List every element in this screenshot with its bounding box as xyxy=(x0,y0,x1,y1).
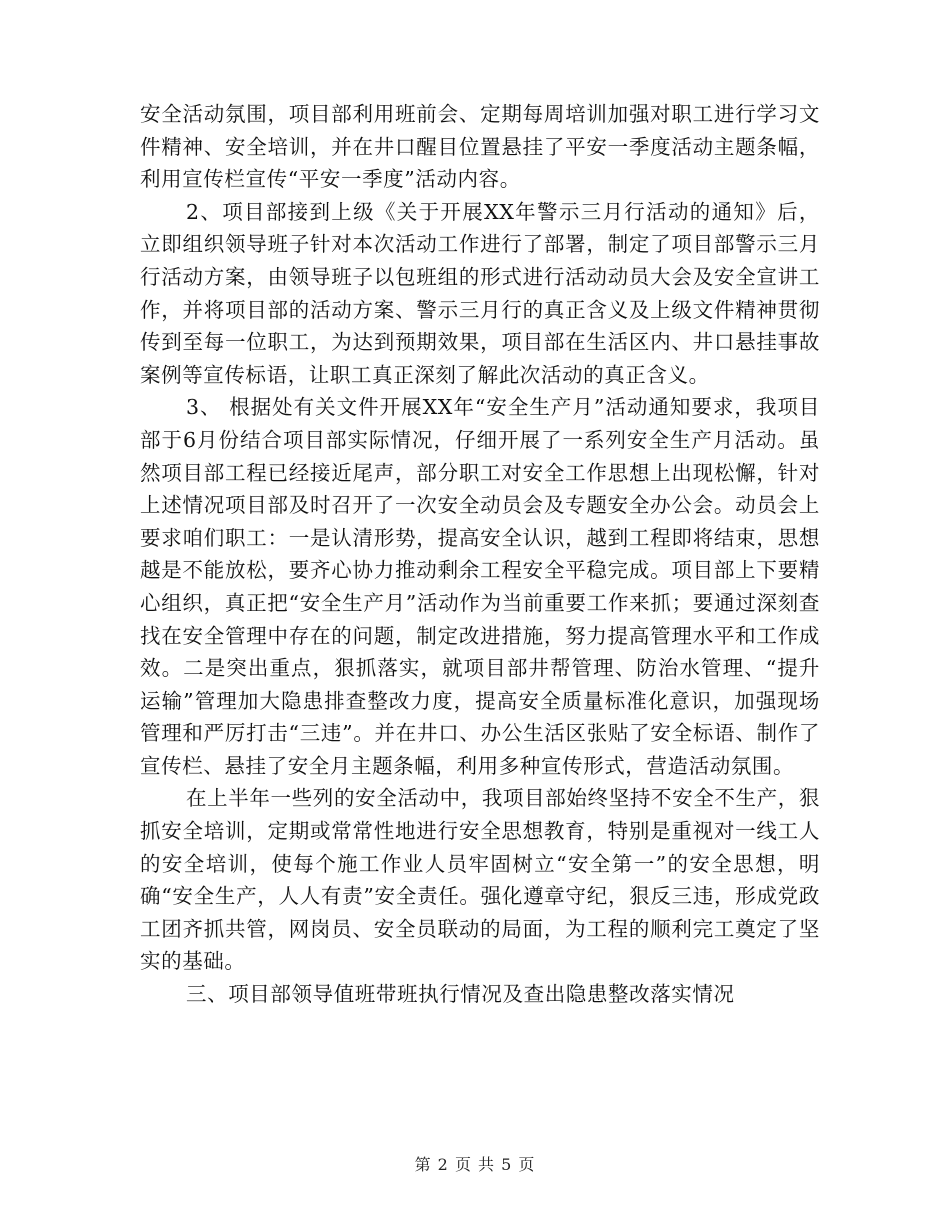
paragraph-item-2: 2、项目部接到上级《关于开展XX年警示三月行活动的通知》后，立即组织领导班子针对本次活动工作进行了部署，制定了项目部警示三月行活动方案，由领导班子以包班组的形式进行活动动员大会及安全宣讲工作，并将项目部的活动方案、警示三月行的真正含义及上级文件精神贯彻传到至每一位职工，为达到预期效果，项目部在生活区内、井口悬挂事故案例等宣传标语，让职工真正深刻了解此次活动的真正含义。 xyxy=(140,199,820,387)
page-number-footer xyxy=(0,1152,950,1175)
page-number-label: 第 2 页 共 5 页 xyxy=(414,1155,536,1174)
section-heading-3: 三、项目部领导值班带班执行情况及查出隐患整改落实情况 xyxy=(186,982,735,1007)
paragraph-summary: 在上半年一些列的安全活动中，我项目部始终坚持不安全不生产，狠抓安全培训，定期或常常性地进行安全思想教育，特别是重视对一线工人的安全培训，使每个施工作业人员牢固树立“安全第一”的安全思想，明确“安全生产，人人有责”安全责任。强化遵章守纪，狠反三违，形成党政工团齐抓共管，网岗员、安全员联动的局面，为工程的顺利完工奠定了坚实的基础。 xyxy=(140,786,820,974)
paragraph-item-3: 3、 根据处有关文件开展XX年“安全生产月”活动通知要求，我项目部于6月份结合项目部实际情况，仔细开展了一系列安全生产月活动。虽然项目部工程已经接近尾声，部分职工对安全工作思想上出现松懈，针对上述情况项目部及时召开了一次安全动员会及专题安全办公会。动员会上要求咱们职工：一是认清形势，提高安全认识，越到工程即将结束，思想越是不能放松，要齐心协力推动剩余工程安全平稳完成。项目部上下要精心组织，真正把“安全生产月”活动作为当前重要工作来抓；要通过深刻查找在安全管理中存在的问题，制定改进措施，努力提高管理水平和工作成效。二是突出重点，狠抓落实，就项目部井帮管理、防治水管理、“提升运输”管理加大隐患排查整改力度，提高安全质量标准化意识，加强现场管理和严厉打击“三违”。并在井口、办公生活区张贴了安全标语、制作了宣传栏、悬挂了安全月主题条幅，利用多种宣传形式，营造活动氛围。 xyxy=(140,395,820,778)
document-body xyxy=(140,98,820,1011)
paragraph-continued: 安全活动氛围，项目部利用班前会、定期每周培训加强对职工进行学习文件精神、安全培训，并在井口醒目位置悬挂了平安一季度活动主题条幅，利用宣传栏宣传“平安一季度”活动内容。 xyxy=(140,102,820,192)
